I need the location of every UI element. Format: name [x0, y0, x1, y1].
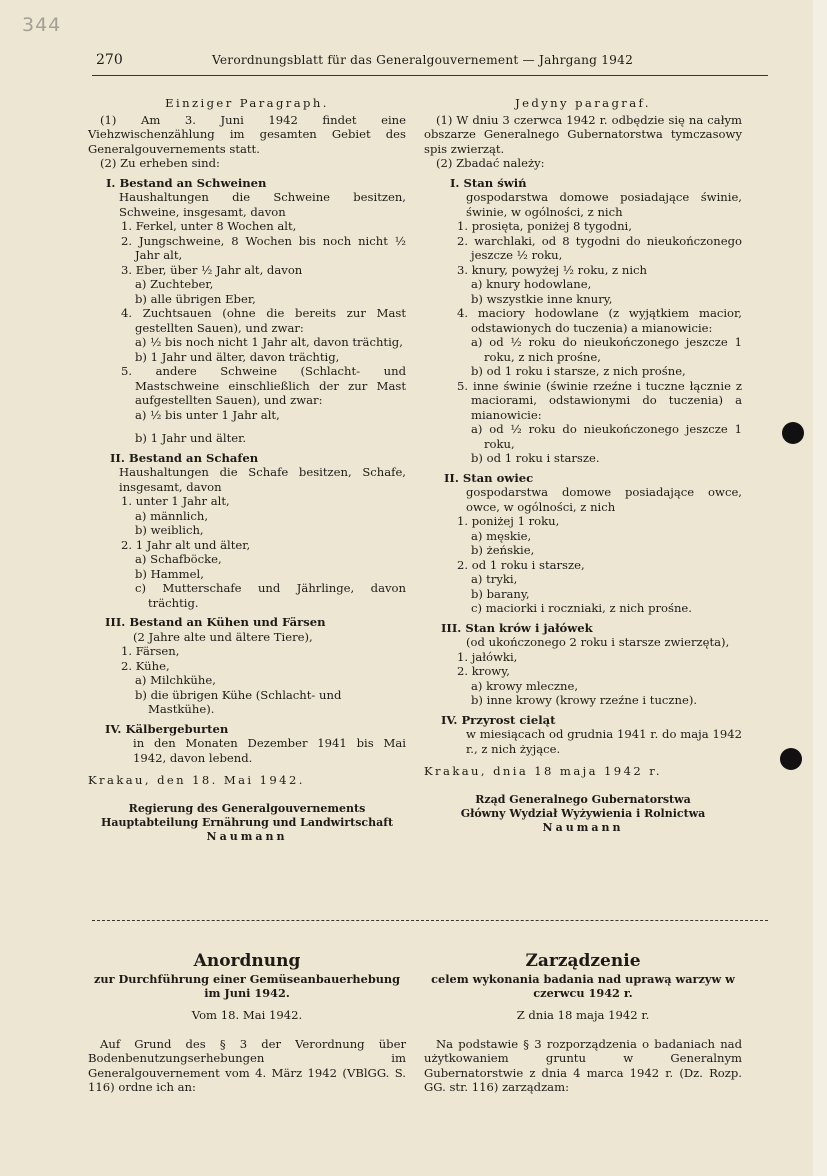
de-signature-name: Naumann: [206, 829, 288, 843]
pl-section-4-title: IV. Przyrost cieląt: [441, 712, 556, 727]
pl-zarzadzenie-title: Zarządzenie: [525, 951, 641, 971]
page-number: 270: [96, 52, 123, 68]
polish-column: [424, 96, 742, 835]
page-edge: [813, 0, 827, 1176]
pl-paragraph-2: (2) Zbadać należy:: [436, 156, 545, 170]
de-heading: Einziger Paragraph.: [165, 96, 329, 110]
pl-s3-item-2b: b) inne krowy (krowy rzeźne i tuczne).: [471, 693, 698, 707]
pl-s1-item-5a: a) od ½ roku do nieukończonego jeszcze 1 roku,: [471, 422, 742, 451]
punch-hole: [782, 422, 804, 444]
pl-s1-item-4a: a) od ½ roku do nieukończonego jeszcze 1 roku, z nich prośne,: [471, 335, 742, 364]
pl-s1-item-1: 1. prosięta, poniżej 8 tygodni,: [457, 219, 632, 233]
de-s3-item-2: 2. Kühe,: [121, 658, 170, 673]
de-s1-item-5: 5. andere Schweine (Schlacht- und Mastschweine einschließlich der zur Mast aufgestellten Sauen), und zwar:: [121, 364, 406, 407]
pl-zarzadzenie-subtitle: celem wykonania badania nad uprawą warzyw w czerwcu 1942 r.: [431, 972, 735, 1000]
de-s2-item-1b: b) weiblich,: [135, 523, 204, 537]
de-section-3-title: III. Bestand an Kühen und Färsen: [105, 615, 326, 629]
pl-section-1-title: I. Stan świń: [450, 175, 527, 190]
pl-s2-item-1b: b) żeńskie,: [471, 543, 535, 557]
de-s2-item-2: 2. 1 Jahr alt und älter,: [121, 537, 251, 552]
de-section-1-title: I. Bestand an Schweinen: [106, 175, 267, 190]
pl-s1-item-4b: b) od 1 roku i starsze, z nich prośne,: [471, 364, 686, 378]
pl-paragraph-1: (1) W dniu 3 czerwca 1942 r. odbędzie się na całym obszarze Generalnego Gubernatorstwa tymczasowy spis zwierząt.: [424, 112, 742, 156]
de-s3-item-1: 1. Färsen,: [121, 644, 180, 658]
spacer: [424, 779, 742, 793]
de-s2-item-1: 1. unter 1 Jahr alt,: [121, 494, 230, 508]
de-signature-line-1: Regierung des Generalgouvernements: [128, 801, 366, 815]
pl-s3-item-2a: a) krowy mleczne,: [471, 678, 579, 693]
de-s3-item-2a: a) Milchkühe,: [135, 673, 216, 687]
pl-s1-item-5: 5. inne świnie (świnie rzeźne i tuczne łącznie z maciorami, odstawionymi do tuczenia) a mianowicie:: [457, 378, 742, 422]
de-section-4-title: IV. Kälbergeburten: [105, 721, 229, 736]
de-anordnung-title: Anordnung: [193, 951, 301, 971]
de-anordnung-text: Auf Grund des § 3 der Verordnung über Bodenbenutzungserhebungen im Generalgouvernement vom 4. März 1942 (VBlGG. S. 116) ordne ich an:: [88, 1036, 406, 1094]
pl-section-3-title: III. Stan krów i jałówek: [441, 620, 593, 635]
pl-zarzadzenie: [424, 950, 742, 1095]
pl-s1-item-3: 3. knury, powyżej ½ roku, z nich: [457, 262, 647, 277]
pl-zarzadzenie-text: Na podstawie § 3 rozporządzenia o badaniach nad użytkowaniem gruntu w Generalnym Gubernatorstwie z dnia 4 marca 1942 r. (Dz. Rozp. GG. str. 116) zarządzam:: [424, 1036, 742, 1094]
de-anordnung-subtitle: zur Durchführung einer Gemüseanbauerhebung im Juni 1942.: [93, 972, 401, 1000]
section-divider: [92, 920, 768, 921]
de-s1-item-3: 3. Eber, über ½ Jahr alt, davon: [121, 262, 303, 277]
de-s3-item-2b: b) die übrigen Kühe (Schlacht- und Mastkühe).: [135, 687, 342, 716]
de-s1-item-4b: b) 1 Jahr und älter, davon trächtig,: [135, 349, 340, 364]
handwritten-page-mark: 344: [22, 14, 62, 36]
pl-s2-item-2a: a) tryki,: [471, 572, 518, 586]
de-paragraph-1: (1) Am 3. Juni 1942 findet eine Viehzwischenzählung im gesamten Gebiet des Generalgouvernements statt.: [88, 112, 406, 156]
pl-s2-item-1a: a) męskie,: [471, 528, 532, 543]
de-section-2-title: II. Bestand an Schafen: [110, 450, 259, 465]
de-anordnung-date: Vom 18. Mai 1942.: [191, 1008, 303, 1022]
pl-signature-name: Naumann: [542, 820, 624, 834]
spacer: [88, 422, 406, 431]
pl-heading: Jedyny paragraf.: [515, 96, 651, 110]
pl-date: Krakau, dnia 18 maja 1942 r.: [424, 764, 662, 778]
punch-hole: [780, 748, 802, 770]
de-signature-line-2: Hauptabteilung Ernährung und Landwirtschaft: [100, 815, 394, 829]
pl-s2-item-2c: c) maciorki i roczniaki, z nich prośne.: [471, 601, 692, 615]
de-section-3-intro: (2 Jahre alte und ältere Tiere),: [133, 629, 313, 644]
pl-s1-item-5b: b) od 1 roku i starsze.: [471, 451, 600, 465]
pl-section-2-intro: gospodarstwa domowe posiadające owce, owce, w ogólności, z nich: [466, 485, 742, 514]
de-s2-item-1a: a) männlich,: [135, 508, 209, 523]
de-section-2-intro: Haushaltungen die Schafe besitzen, Schafe, insgesamt, davon: [119, 465, 406, 494]
pl-s3-item-2: 2. krowy,: [457, 664, 510, 678]
pl-s2-item-1: 1. poniżej 1 roku,: [457, 514, 560, 528]
pl-s1-item-3a: a) knury hodowlane,: [471, 277, 592, 291]
pl-section-4-text: w miesiącach od grudnia 1941 r. do maja 1942 r., z nich żyjące.: [466, 727, 742, 756]
pl-s2-item-2b: b) barany,: [471, 586, 530, 601]
de-paragraph-2: (2) Zu erheben sind:: [100, 156, 220, 170]
pl-signature-line-1: Rząd Generalnego Gubernatorstwa: [475, 792, 691, 806]
pl-s1-item-3b: b) wszystkie inne knury,: [471, 291, 613, 306]
de-s2-item-2a: a) Schafböcke,: [135, 552, 222, 566]
pl-s2-item-2: 2. od 1 roku i starsze,: [457, 557, 585, 572]
de-s2-item-2b: b) Hammel,: [135, 566, 204, 581]
de-s1-item-3b: b) alle übrigen Eber,: [135, 291, 256, 306]
de-section-4-text: in den Monaten Dezember 1941 bis Mai 1942, davon lebend.: [133, 736, 406, 765]
pl-signature-line-2: Główny Wydział Wyżywienia i Rolnictwa: [460, 806, 706, 820]
de-s1-item-1: 1. Ferkel, unter 8 Wochen alt,: [121, 219, 297, 233]
de-s1-item-2: 2. Jungschweine, 8 Wochen bis noch nicht ½ Jahr alt,: [121, 233, 406, 262]
de-s1-item-3a: a) Zuchteber,: [135, 277, 214, 291]
de-date: Krakau, den 18. Mai 1942.: [88, 773, 305, 787]
pl-section-2-title: II. Stan owiec: [444, 470, 534, 485]
spacer: [88, 788, 406, 802]
pl-s1-item-2: 2. warchlaki, od 8 tygodni do nieukończonego jeszcze ½ roku,: [457, 233, 742, 262]
de-s1-item-4a: a) ½ bis noch nicht 1 Jahr alt, davon trächtig,: [135, 335, 403, 349]
de-section-1-intro: Haushaltungen die Schweine besitzen, Schweine, insgesamt, davon: [119, 190, 406, 219]
de-s1-item-5a: a) ½ bis unter 1 Jahr alt,: [135, 407, 280, 422]
de-s2-item-2c: c) Mutterschafe und Jährlinge, davon trächtig.: [135, 581, 406, 610]
pl-s3-item-1: 1. jałówki,: [457, 649, 518, 664]
header-rule: [92, 75, 768, 76]
de-s1-item-5b: b) 1 Jahr und älter.: [135, 431, 247, 445]
pl-section-1-intro: gospodarstwa domowe posiadające świnie, świnie, w ogólności, z nich: [466, 190, 742, 219]
de-anordnung: [88, 950, 406, 1095]
german-column: [88, 96, 406, 844]
running-title: Verordnungsblatt für das Generalgouvernement — Jahrgang 1942: [212, 53, 634, 67]
pl-section-3-intro: (od ukończonego 2 roku i starsze zwierzęta),: [466, 635, 730, 649]
de-s1-item-4: 4. Zuchtsauen (ohne die bereits zur Mast gestellten Sauen), und zwar:: [121, 306, 406, 335]
pl-zarzadzenie-date: Z dnia 18 maja 1942 r.: [516, 1008, 650, 1022]
pl-s1-item-4: 4. maciory hodowlane (z wyjątkiem macior, odstawionych do tuczenia) a mianowicie:: [457, 306, 742, 335]
